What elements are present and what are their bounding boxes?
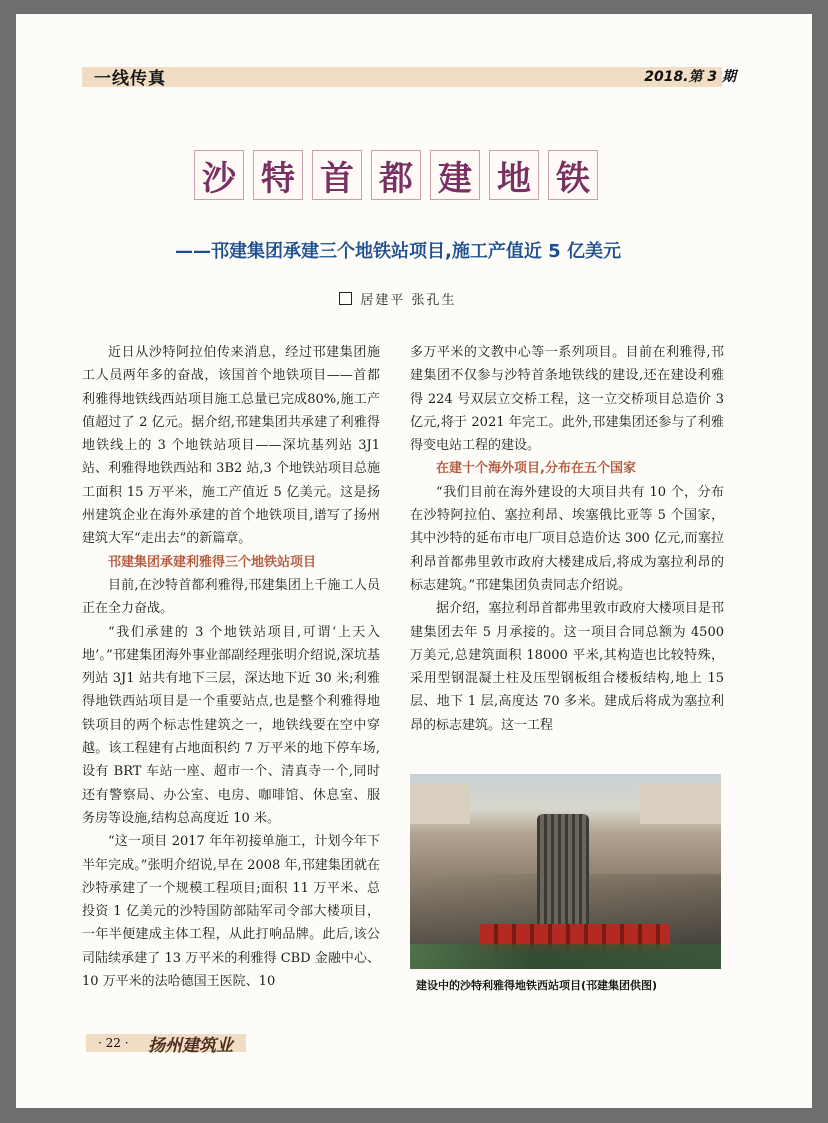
title-char: 地 [489,150,539,200]
paragraph: 多万平米的文教中心等一系列项目。目前在利雅得,邗建集团不仅参与沙特首条地铁线的建设,还在建设利雅得 224 号双层立交桥工程，这一立交桥项目总造价 3 亿元,将于 2021 年完工。此外,邗建集团还参与了利雅得变电站工程的建设。 [410,345,724,454]
issue-number: 2018.第 3 期 [644,69,736,85]
title-char: 首 [312,150,362,200]
photo-foreground [410,944,721,969]
title-char: 建 [430,150,480,200]
photo-building [410,784,470,824]
left-column [82,341,380,993]
title-char: 沙 [194,150,244,200]
header-bar [82,67,722,87]
photo-caption: 建设中的沙特利雅得地铁西站项目(邗建集团供图) [416,979,658,992]
magazine-logo: 扬州建筑业 [148,1036,233,1056]
section-name: 一线传真 [94,69,166,89]
paragraph: “我们目前在海外建设的大项目共有 10 个，分布在沙特阿拉伯、塞拉利昂、埃塞俄比亚等 5 个国家，其中沙特的延布市电厂项目总造价达 300 亿元,而塞拉利昂首都弗里敦市政府大楼建成后,将成为塞拉利昂的标志建筑。”邗建集团负责同志介绍说。 [410,484,724,593]
paragraph: 近日从沙特阿拉伯传来消息，经过邗建集团施工人员两年多的奋战，该国首个地铁项目——首都利雅得地铁线西站项目施工总量已完成80%,施工产值超过了 2 亿元。据介绍,邗建集团共承建了利雅得地铁线上的 3 个地铁站项目——深坑基列站 3J1 站、利雅得地铁西站和 3B2 站,3 个地铁站项目总施工面积 15 万平米，施工产值近 5 亿美元。这是扬州建筑企业在海外承建的首个地铁项目,谱写了扬州建筑大军“走出去”的新篇章。 [82,345,380,547]
page-number: · 22 · [98,1036,129,1050]
paragraph: 据介绍，塞拉利昂首都弗里敦市政府大楼项目是邗建集团去年 5 月承接的。这一项目合同总额为 4500 万美元,总建筑面积 18000 平米,其构造也比较特殊，采用型钢混凝土柱及压型钢板组合楼板结构,地上 15 层、地下 1 层,高度达 70 多米。建成后将成为塞拉利昂的标志建筑。这一工程 [410,601,724,733]
right-column [410,341,724,737]
title-char: 特 [253,150,303,200]
byline-box-icon [339,292,352,305]
construction-photo [410,774,721,969]
author-names: 居建平 张孔生 [360,293,457,308]
byline [0,289,796,308]
article-title [194,150,598,202]
photo-building [640,784,721,824]
title-char: 都 [371,150,421,200]
section-heading: 邗建集团承建利雅得三个地铁站项目 [108,554,317,570]
section-heading: 在建十个海外项目,分布在五个国家 [436,461,636,477]
paragraph: “这一项目 2017 年年初接单施工，计划今年下半年完成。”张明介绍说,早在 2008 年,邗建集团就在沙特承建了一个规模工程项目;面积 11 万平米、总投资 1 亿美元的沙特国防部陆军司令部大楼项目，一年半便建成主体工程，从此打响品牌。此后,该公司陆续承建了 13 万平米的利雅得 CBD 金融中心、10 万平米的法哈德国王医院、10 [82,834,380,990]
title-char: 铁 [548,150,598,200]
article-subtitle: ——邗建集团承建三个地铁站项目,施工产值近 5 亿美元 [175,241,621,262]
paragraph: 目前,在沙特首都利雅得,邗建集团上千施工人员正在全力奋战。 [82,577,380,617]
paragraph: “我们承建的 3 个地铁站项目,可谓‘上天入地’。”邗建集团海外事业部副经理张明介绍说,深坑基列站 3J1 站共有地下三层，深达地下近 30 米;利雅得地铁西站项目是一个重要站点,也是整个利雅得地铁项目的两个标志性建筑之一，地铁线要在空中穿越。该工程建有占地面积约 7 万平米的地下停车场,设有 BRT 车站一座、超市一个、清真寺一个,同时还有警察局、办公室、电房、咖啡馆、休息室、服务房等设施,结构总高度近 10 米。 [82,624,380,826]
